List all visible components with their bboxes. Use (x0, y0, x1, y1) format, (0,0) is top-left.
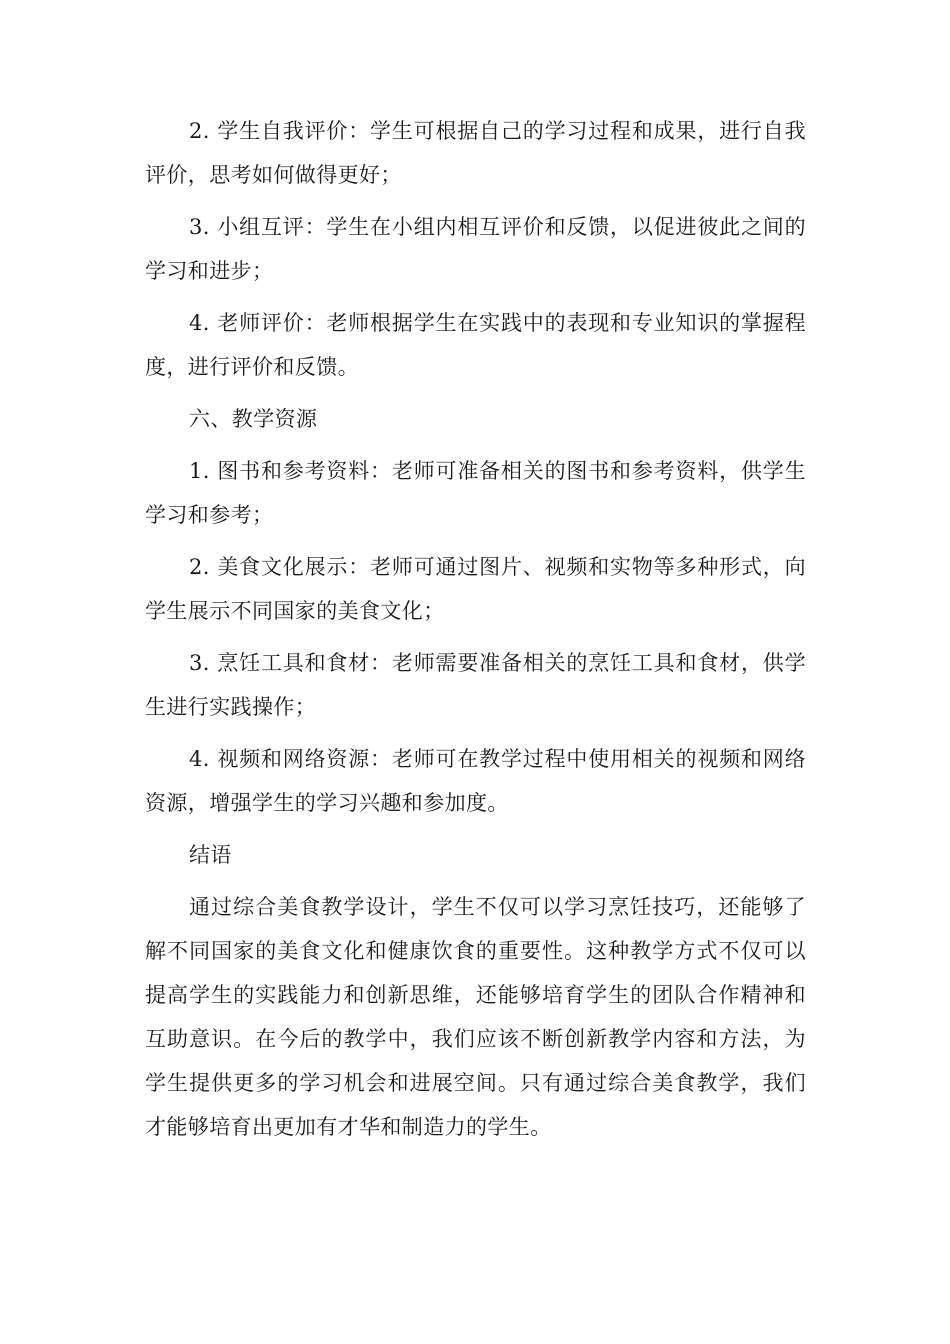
paragraph-conclusion-body: 通过综合美食教学设计，学生不仅可以学习烹饪技巧，还能够了解不同国家的美食文化和健康饮食的重要性。这种教学方式不仅可以提高学生的实践能力和创新思维，还能够培育学生的团队合作精神和互助意识。在今后的教学中，我们应该不断创新教学内容和方法，为学生提供更多的学习机会和进展空间。只有通过综合美食教学，我们才能够培育出更加有才华和制造力的学生。 (145, 895, 806, 1139)
paragraph-video-network-resources: 4. 视频和网络资源：老师可在教学过程中使用相关的视频和网络资源，增强学生的学习兴趣和参加度。 (145, 747, 806, 815)
paragraph-books-references: 1. 图书和参考资料：老师可准备相关的图书和参考资料，供学生学习和参考； (145, 459, 806, 527)
paragraph-food-culture-display: 2. 美食文化展示：老师可通过图片、视频和实物等多种形式，向学生展示不同国家的美食文化； (145, 555, 806, 623)
paragraph-cooking-tools: 3. 烹饪工具和食材：老师需要准备相关的烹饪工具和食材，供学生进行实践操作； (145, 651, 806, 719)
paragraph-group-evaluation: 3. 小组互评：学生在小组内相互评价和反馈，以促进彼此之间的学习和进步； (145, 215, 806, 283)
section-heading-teaching-resources: 六、教学资源 (189, 407, 318, 431)
section-heading-conclusion: 结语 (189, 843, 232, 867)
document-page (145, 109, 806, 1157)
paragraph-teacher-evaluation: 4. 老师评价：老师根据学生在实践中的表现和专业知识的掌握程度，进行评价和反馈。 (145, 311, 806, 379)
paragraph-self-evaluation: 2. 学生自我评价：学生可根据自己的学习过程和成果，进行自我评价，思考如何做得更好； (145, 119, 806, 187)
